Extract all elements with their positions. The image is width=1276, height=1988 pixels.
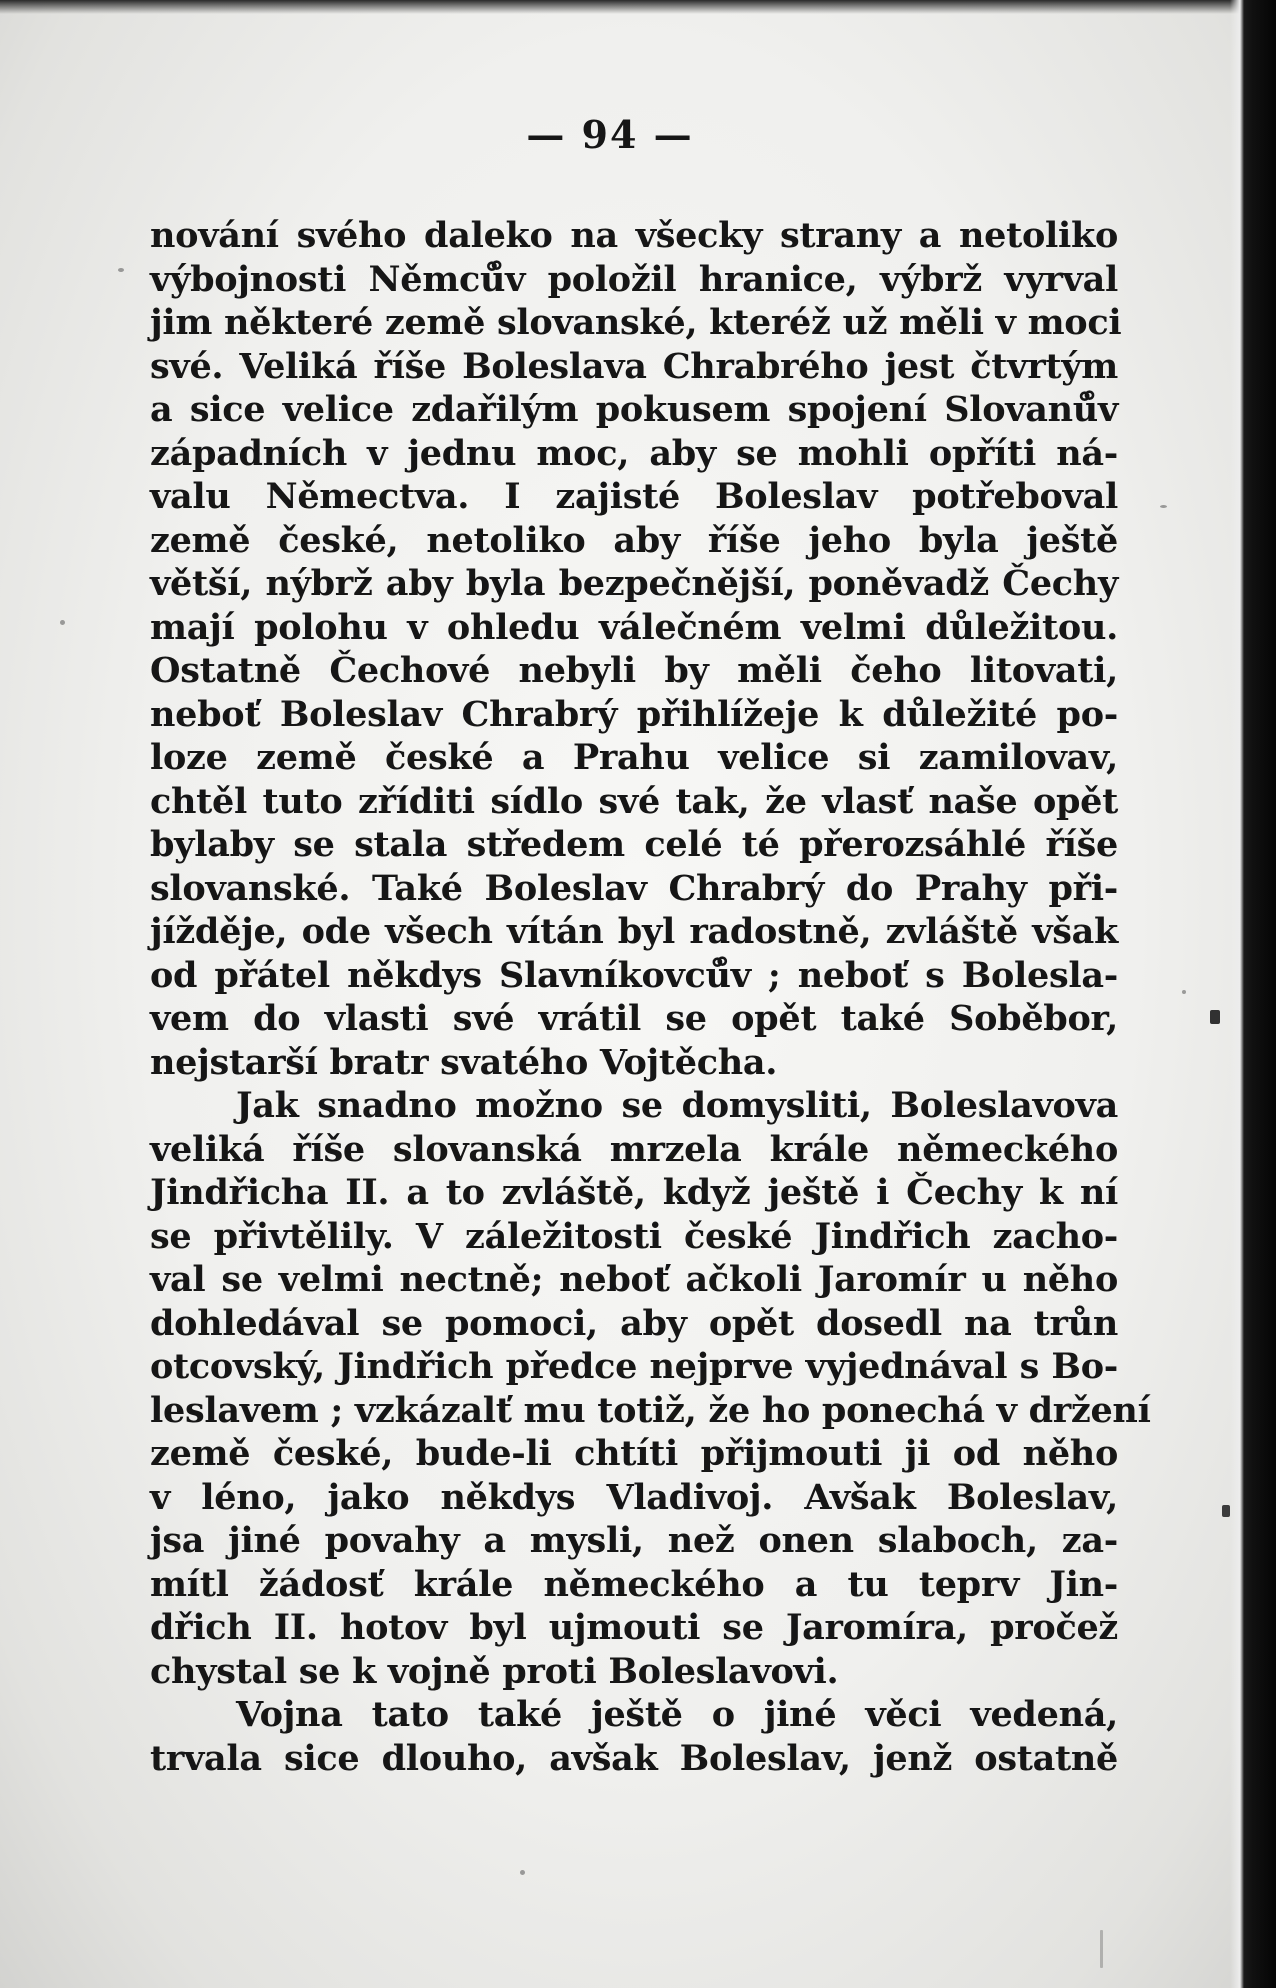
book-binding-edge xyxy=(1230,0,1276,1988)
text-line: nejstarší bratr svatého Vojtěcha. xyxy=(150,1041,778,1083)
text-line: výbojnosti Němců̊v položil hranice, výbrž vyrval xyxy=(150,258,1118,300)
text-line: Jindřicha II. a to zvláště, když ještě i Čechy k ní xyxy=(150,1172,1118,1213)
text-line: nování svého daleko na všecky strany a netoliko xyxy=(150,215,1118,256)
scan-speck xyxy=(118,268,124,272)
page-number: — 94 — xyxy=(526,112,694,157)
scan-speck xyxy=(520,1870,525,1875)
text-line: chystal se k vojně proti Boleslavovi. xyxy=(150,1650,839,1692)
text-line: dřich II. hotov byl ujmouti se Jaromíra, pročež xyxy=(150,1607,1118,1648)
text-line: dohledával se pomoci, aby opět dosedl na trůn xyxy=(150,1302,1118,1344)
text-line: větší, nýbrž aby byla bezpečnější, poněvadž Čechy xyxy=(150,563,1118,604)
text-line: valu Němectva. I zajisté Boleslav potřeboval xyxy=(150,476,1118,517)
text-line: od přátel někdys Slavníkovců̊v ; neboť s Bolesla- xyxy=(150,954,1118,996)
body-text xyxy=(150,214,1151,1780)
page-top-shadow xyxy=(0,0,1276,14)
scan-speck xyxy=(1210,1010,1220,1024)
scan-speck xyxy=(1222,1505,1230,1517)
text-line: Jak snadno možno se domysliti, Boleslavova xyxy=(236,1085,1118,1126)
scan-speck xyxy=(1160,505,1167,508)
text-line: leslavem ; vzkázalť mu totiž, že ho ponechá v držení xyxy=(150,1389,1151,1431)
text-line: své. Veliká říše Boleslava Chrabrého jest čtvrtým xyxy=(150,345,1118,387)
text-line: v léno, jako někdys Vladivoj. Avšak Boleslav, xyxy=(150,1476,1118,1518)
text-line: jížděje, ode všech vítán byl radostně, zvláště však xyxy=(150,911,1118,952)
scan-speck xyxy=(60,620,65,625)
text-line: Vojna tato také ještě o jiné věci vedená, xyxy=(236,1694,1118,1735)
text-line: chtěl tuto zříditi sídlo své tak, že vlasť naše opět xyxy=(150,780,1118,822)
text-line: mají polohu v ohledu válečném velmi důležitou. xyxy=(150,606,1118,648)
text-line: západních v jednu moc, aby se mohli opříti ná- xyxy=(150,432,1118,474)
text-line: trvala sice dlouho, avšak Boleslav, jenž ostatně xyxy=(150,1737,1118,1779)
text-line: mítl žádosť krále německého a tu teprv Jin- xyxy=(150,1563,1118,1605)
text-line: Ostatně Čechové nebyli by měli čeho litovati, xyxy=(150,650,1118,691)
text-line: se přivtělily. V záležitosti české Jindřich zacho- xyxy=(150,1215,1118,1257)
text-line: otcovský, Jindřich předce nejprve vyjednával s Bo- xyxy=(150,1346,1118,1387)
text-line: bylaby se stala středem celé té přerozsáhlé říše xyxy=(150,824,1118,865)
text-line: a sice velice zdařilým pokusem spojení Slovanů̊v xyxy=(150,389,1118,430)
text-line: veliká říše slovanská mrzela krále německého xyxy=(150,1128,1118,1170)
text-line: země české, bude-li chtíti přijmouti ji od něho xyxy=(150,1433,1118,1474)
scan-speck xyxy=(1182,990,1186,994)
text-line: vem do vlasti své vrátil se opět také Soběbor, xyxy=(150,998,1118,1039)
text-line: slovanské. Také Boleslav Chrabrý do Prahy při- xyxy=(150,867,1118,909)
text-line: loze země české a Prahu velice si zamilovav, xyxy=(150,737,1118,778)
text-line: země české, netoliko aby říše jeho byla ještě xyxy=(150,519,1118,561)
scan-speck xyxy=(1100,1930,1103,1968)
text-line: jsa jiné povahy a mysli, než onen slaboch, za- xyxy=(150,1520,1118,1561)
text-line: neboť Boleslav Chrabrý přihlížeje k důležité po- xyxy=(150,693,1118,735)
text-line: jim některé země slovanské, kteréž už měli v moci xyxy=(150,302,1122,343)
text-line: val se velmi nectně; neboť ačkoli Jaromír u něho xyxy=(150,1259,1118,1300)
